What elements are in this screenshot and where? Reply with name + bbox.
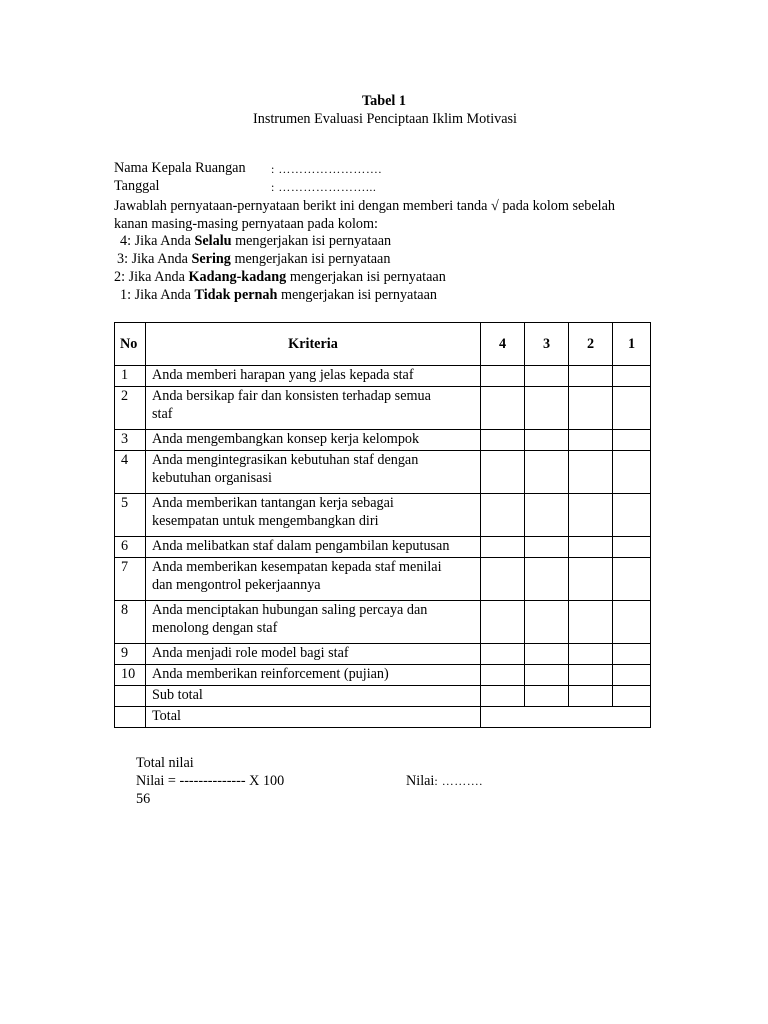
table-row <box>115 387 651 430</box>
row-criteria: Anda memberikan kesempatan kepada staf menilai dan mengontrol pekerjaannya <box>146 558 481 601</box>
header-score-4: 4 <box>481 323 525 366</box>
total-no-cell <box>115 707 146 728</box>
table-row <box>115 665 651 686</box>
score-cell-2[interactable] <box>569 537 613 558</box>
score-cell-1[interactable] <box>613 665 651 686</box>
table-row <box>115 366 651 387</box>
row-number: 2 <box>115 387 146 430</box>
score-cell-3[interactable] <box>525 430 569 451</box>
header-criteria: Kriteria <box>146 323 481 366</box>
score-cell-3[interactable] <box>525 601 569 644</box>
scale-item-1: 1: Jika Anda Tidak pernah mengerjakan isi pernyataan <box>120 287 437 303</box>
table-row <box>115 451 651 494</box>
score-cell-4[interactable] <box>481 451 525 494</box>
table-row <box>115 537 651 558</box>
score-cell-4[interactable] <box>481 558 525 601</box>
result-label: Nilai <box>406 773 435 789</box>
subtotal-no-cell <box>115 686 146 707</box>
score-cell-4[interactable] <box>481 387 525 430</box>
formula-denominator: 56 <box>136 791 151 807</box>
subtotal-cell-4[interactable] <box>481 686 525 707</box>
result-value: : ………. <box>434 774 483 788</box>
score-cell-2[interactable] <box>569 665 613 686</box>
score-cell-4[interactable] <box>481 494 525 537</box>
score-cell-2[interactable] <box>569 430 613 451</box>
table-row <box>115 601 651 644</box>
score-cell-2[interactable] <box>569 387 613 430</box>
score-cell-3[interactable] <box>525 537 569 558</box>
table-row <box>115 494 651 537</box>
row-number: 6 <box>115 537 146 558</box>
score-cell-3[interactable] <box>525 558 569 601</box>
row-criteria: Anda menciptakan hubungan saling percaya dan menolong dengan staf <box>146 601 481 644</box>
score-cell-3[interactable] <box>525 366 569 387</box>
row-criteria: Anda memberikan tantangan kerja sebagai kesempatan untuk mengembangkan diri <box>146 494 481 537</box>
row-number: 3 <box>115 430 146 451</box>
subtotal-row <box>115 686 651 707</box>
score-cell-1[interactable] <box>613 451 651 494</box>
score-cell-2[interactable] <box>569 366 613 387</box>
table-row <box>115 558 651 601</box>
score-cell-1[interactable] <box>613 494 651 537</box>
table-row <box>115 430 651 451</box>
score-cell-1[interactable] <box>613 430 651 451</box>
score-cell-2[interactable] <box>569 601 613 644</box>
criteria-table <box>114 322 651 728</box>
row-criteria: Anda mengembangkan konsep kerja kelompok <box>146 430 481 451</box>
score-cell-3[interactable] <box>525 387 569 430</box>
score-cell-2[interactable] <box>569 558 613 601</box>
total-value-cell[interactable] <box>481 707 651 728</box>
field-label-nama: Nama Kepala Ruangan <box>114 160 246 176</box>
row-number: 1 <box>115 366 146 387</box>
formula-expression: Nilai = -------------- X 100 <box>136 773 285 789</box>
score-cell-2[interactable] <box>569 494 613 537</box>
row-number: 4 <box>115 451 146 494</box>
row-number: 8 <box>115 601 146 644</box>
result-field[interactable] <box>406 772 483 790</box>
score-cell-3[interactable] <box>525 451 569 494</box>
row-number: 9 <box>115 644 146 665</box>
field-value-tanggal[interactable]: : …………………... <box>271 180 377 194</box>
score-cell-1[interactable] <box>613 537 651 558</box>
row-criteria: Anda mengintegrasikan kebutuhan staf dengan kebutuhan organisasi <box>146 451 481 494</box>
scale-item-2: 2: Jika Anda Kadang-kadang mengerjakan isi pernyataan <box>114 269 446 285</box>
score-cell-2[interactable] <box>569 451 613 494</box>
scale-item-3: 3: Jika Anda Sering mengerjakan isi pernyataan <box>117 251 391 267</box>
subtotal-cell-2[interactable] <box>569 686 613 707</box>
table-subtitle: Instrumen Evaluasi Penciptaan Iklim Motivasi <box>253 111 517 127</box>
score-cell-1[interactable] <box>613 558 651 601</box>
row-criteria: Anda melibatkan staf dalam pengambilan keputusan <box>146 537 481 558</box>
header-no: No <box>115 323 146 366</box>
instruction-line-1: Jawablah pernyataan-pernyataan berikt ini dengan memberi tanda √ pada kolom sebelah <box>114 198 615 214</box>
score-cell-4[interactable] <box>481 430 525 451</box>
score-cell-3[interactable] <box>525 644 569 665</box>
row-criteria: Anda memberikan reinforcement (pujian) <box>146 665 481 686</box>
row-number: 10 <box>115 665 146 686</box>
formula-numerator: Total nilai <box>136 755 194 771</box>
field-label-tanggal: Tanggal <box>114 178 160 194</box>
score-cell-4[interactable] <box>481 601 525 644</box>
row-criteria: Anda menjadi role model bagi staf <box>146 644 481 665</box>
score-cell-4[interactable] <box>481 665 525 686</box>
subtotal-cell-1[interactable] <box>613 686 651 707</box>
field-value-nama[interactable]: : ……………………. <box>271 162 382 176</box>
header-score-2: 2 <box>569 323 613 366</box>
score-cell-4[interactable] <box>481 644 525 665</box>
header-score-3: 3 <box>525 323 569 366</box>
instruction-line-2: kanan masing-masing pernyataan pada kolom: <box>114 216 378 232</box>
score-cell-3[interactable] <box>525 494 569 537</box>
table-title: Tabel 1 <box>361 93 407 109</box>
score-cell-1[interactable] <box>613 366 651 387</box>
score-cell-2[interactable] <box>569 644 613 665</box>
scale-item-4: 4: Jika Anda Selalu mengerjakan isi pernyataan <box>120 233 392 249</box>
score-cell-4[interactable] <box>481 366 525 387</box>
table-row <box>115 644 651 665</box>
score-cell-1[interactable] <box>613 644 651 665</box>
score-cell-1[interactable] <box>613 387 651 430</box>
header-score-1: 1 <box>613 323 651 366</box>
row-number: 7 <box>115 558 146 601</box>
score-cell-4[interactable] <box>481 537 525 558</box>
row-criteria: Anda bersikap fair dan konsisten terhadap semua staf <box>146 387 481 430</box>
total-label: Total <box>146 707 481 728</box>
subtotal-label: Sub total <box>146 686 481 707</box>
total-row <box>115 707 651 728</box>
row-number: 5 <box>115 494 146 537</box>
subtotal-cell-3[interactable] <box>525 686 569 707</box>
row-criteria: Anda memberi harapan yang jelas kepada staf <box>146 366 481 387</box>
score-cell-3[interactable] <box>525 665 569 686</box>
score-cell-1[interactable] <box>613 601 651 644</box>
table-header-row <box>115 323 651 366</box>
